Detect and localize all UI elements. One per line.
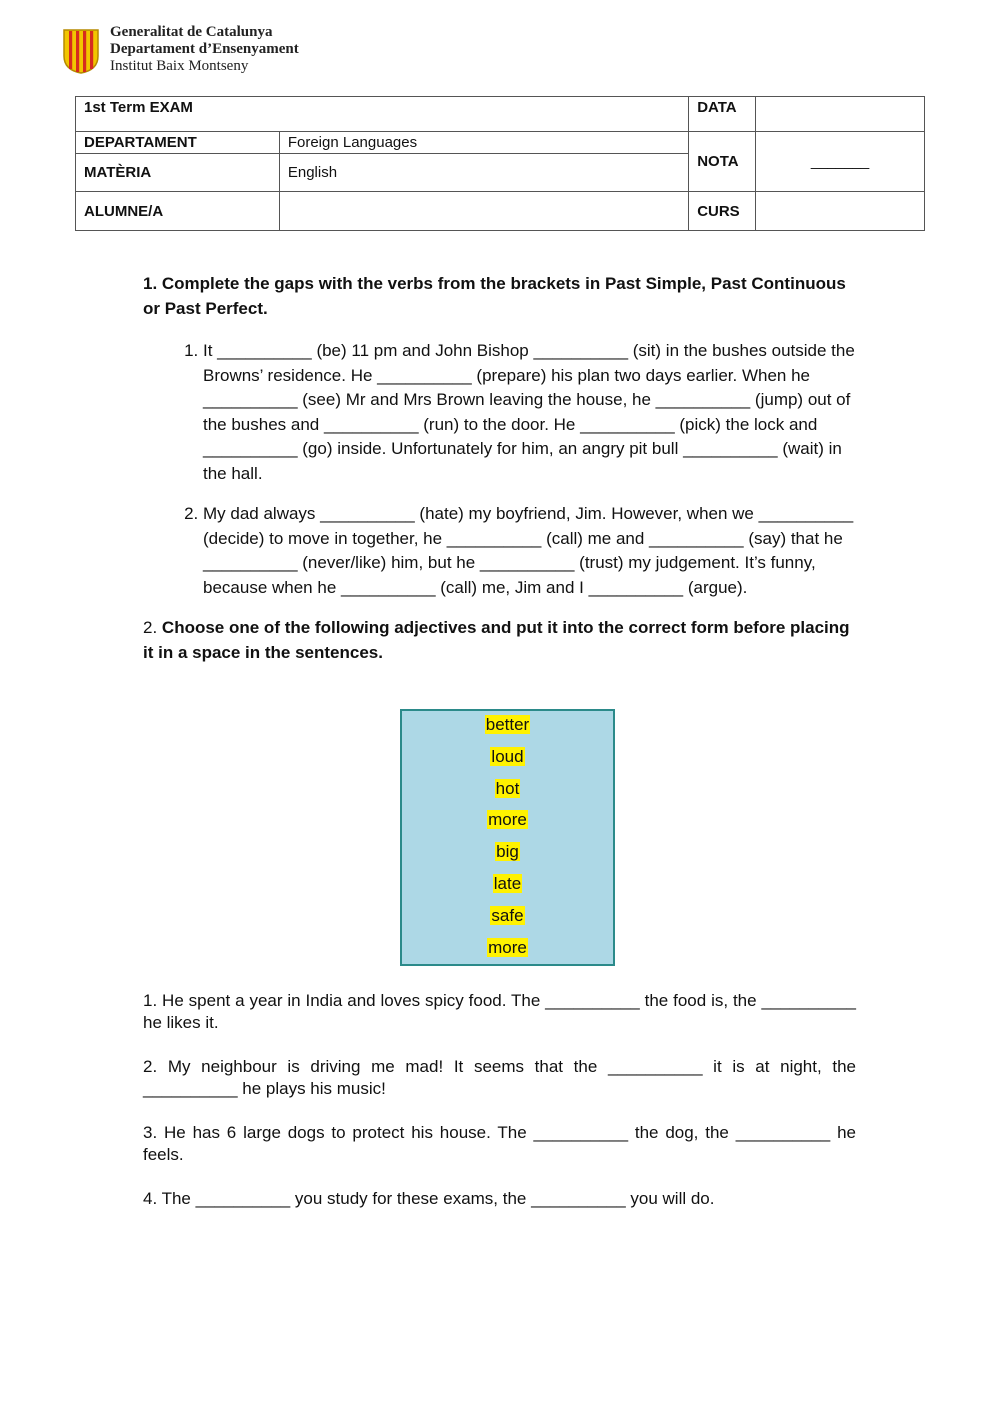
nota-field[interactable]: _______: [756, 132, 925, 192]
section-1: [143, 272, 856, 682]
header-line-2: Departament d’Ensenyament: [110, 41, 299, 57]
departament-label: DEPARTAMENT: [76, 132, 280, 154]
curs-label: CURS: [689, 192, 756, 231]
sentence-item: 3. He has 6 large dogs to protect his house. The __________ the dog, the __________ he feels.: [143, 1123, 856, 1164]
list-item: 1. It __________ (be) 11 pm and John Bishop __________ (sit) in the bushes outside the Browns’ residence. He __________ (prepare) his plan two days earlier. When he __________ (see) Mr and Mrs Brown leaving the house, he __________ (jump) out of the bushes and __________ (run) to the door. He __________ (pick) the lock and __________ (go) inside. Unfortunately for him, an angry pit bull __________ (wait) in the hall.: [203, 339, 856, 486]
word-bank-item: safe: [491, 905, 524, 925]
organization-name: [110, 24, 299, 75]
data-label: DATA: [689, 97, 756, 132]
section-1-list: [143, 339, 856, 600]
section-2-title-text: Choose one of the following adjectives and put it into the correct form before placing it in a space in the sentences.: [143, 618, 850, 662]
header-line-3: Institut Baix Montseny: [110, 58, 249, 74]
materia-value: English: [279, 154, 688, 192]
sentence-item: 4. The __________ you study for these exams, the __________ you will do.: [143, 1189, 715, 1208]
catalonia-crest-icon: [62, 28, 100, 74]
word-bank-item: hot: [495, 778, 520, 798]
alumne-label: ALUMNE/A: [76, 192, 280, 231]
word-bank-item: more: [488, 810, 527, 830]
list-item: 2. My dad always __________ (hate) my boyfriend, Jim. However, when we __________ (decide) to move in together, he __________ (call) me and __________ (say) that he __________ (never/like) him, but he __________ (trust) my judgement. It’s funny, because when he __________ (call) me, Jim and I __________ (argue).: [203, 502, 856, 600]
section-2-sentences: [143, 990, 856, 1232]
curs-field[interactable]: [756, 192, 925, 231]
materia-label: MATÈRIA: [76, 154, 280, 192]
word-bank-item: more: [488, 937, 527, 957]
departament-value: Foreign Languages: [279, 132, 688, 154]
sentence-item: 2. My neighbour is driving me mad! It seems that the __________ it is at night, the __________ he plays his music!: [143, 1057, 856, 1098]
word-bank: [400, 709, 615, 966]
word-bank-item: loud: [491, 746, 524, 766]
exam-label: 1st Term EXAM: [76, 97, 689, 132]
nota-label: NOTA: [689, 132, 756, 192]
school-header: [62, 24, 382, 78]
sentence-item: 1. He spent a year in India and loves spicy food. The __________ the food is, the __________ he likes it.: [143, 991, 856, 1032]
word-bank-item: big: [496, 842, 519, 862]
data-field[interactable]: [756, 97, 925, 132]
alumne-field[interactable]: [279, 192, 688, 231]
word-bank-item: better: [485, 715, 530, 734]
section-1-title: 1. Complete the gaps with the verbs from the brackets in Past Simple, Past Continuous or Past Perfect.: [143, 274, 846, 318]
section-2-title: [143, 616, 856, 665]
header-line-1: Generalitat de Catalunya: [110, 24, 273, 40]
exam-info-table: [75, 96, 925, 231]
word-bank-item: late: [493, 873, 522, 893]
section-2-number: 2.: [143, 618, 158, 637]
